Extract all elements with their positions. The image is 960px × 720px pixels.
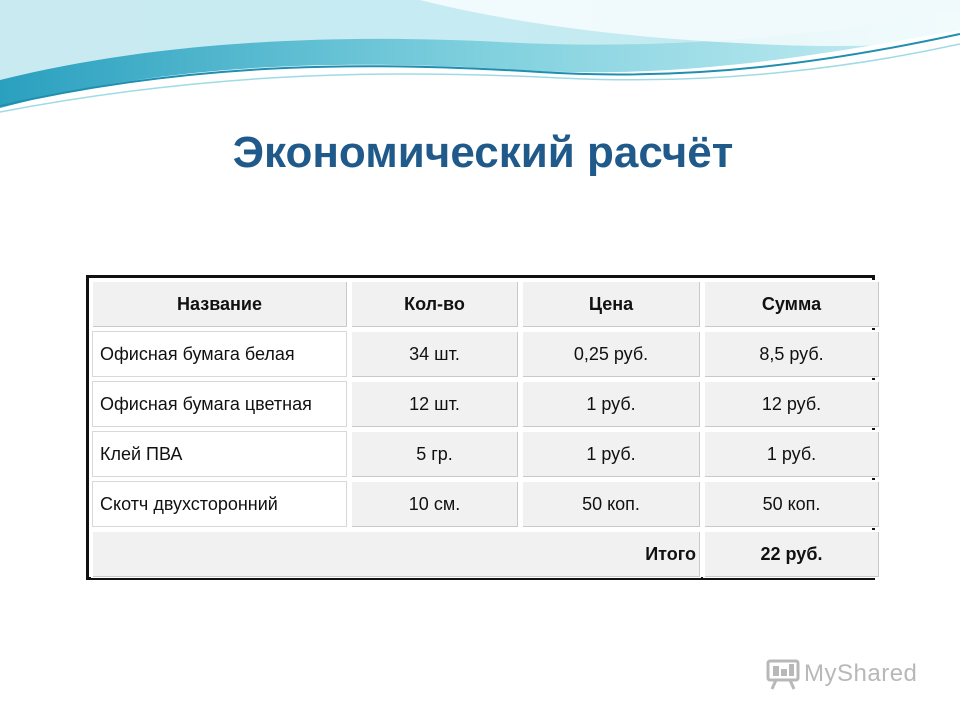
total-value: 22 руб. [703,530,880,578]
cell-price: 0,25 руб. [521,330,701,378]
cell-sum: 1 руб. [703,430,880,478]
header-sum: Сумма [703,280,880,328]
cell-name: Клей ПВА [91,430,348,478]
table-row [91,380,880,428]
table-row [91,480,880,528]
cell-quantity: 12 шт. [350,380,519,428]
total-label: Итого [91,530,701,578]
cell-quantity: 34 шт. [350,330,519,378]
cell-price: 1 руб. [521,380,701,428]
cell-quantity: 5 гр. [350,430,519,478]
cell-sum: 50 коп. [703,480,880,528]
cell-name: Офисная бумага цветная [91,380,348,428]
cell-price: 50 коп. [521,480,701,528]
myshared-watermark [766,656,917,692]
cell-name: Офисная бумага белая [91,330,348,378]
table-header-row [91,280,880,328]
cell-price: 1 руб. [521,430,701,478]
cell-quantity: 10 см. [350,480,519,528]
presentation-board-icon [766,658,800,690]
table-row [91,330,880,378]
table-total-row [91,530,880,578]
watermark-text: MyShared [804,660,918,687]
cell-sum: 12 руб. [703,380,880,428]
header-price: Цена [521,280,701,328]
cell-sum: 8,5 руб. [703,330,880,378]
table-row [91,430,880,478]
economic-calculation-table [86,275,875,580]
slide-title: Экономический расчёт [232,128,734,177]
cell-name: Скотч двухсторонний [91,480,348,528]
header-quantity: Кол-во [350,280,519,328]
header-wave-decoration [0,0,960,120]
header-name: Название [91,280,348,328]
